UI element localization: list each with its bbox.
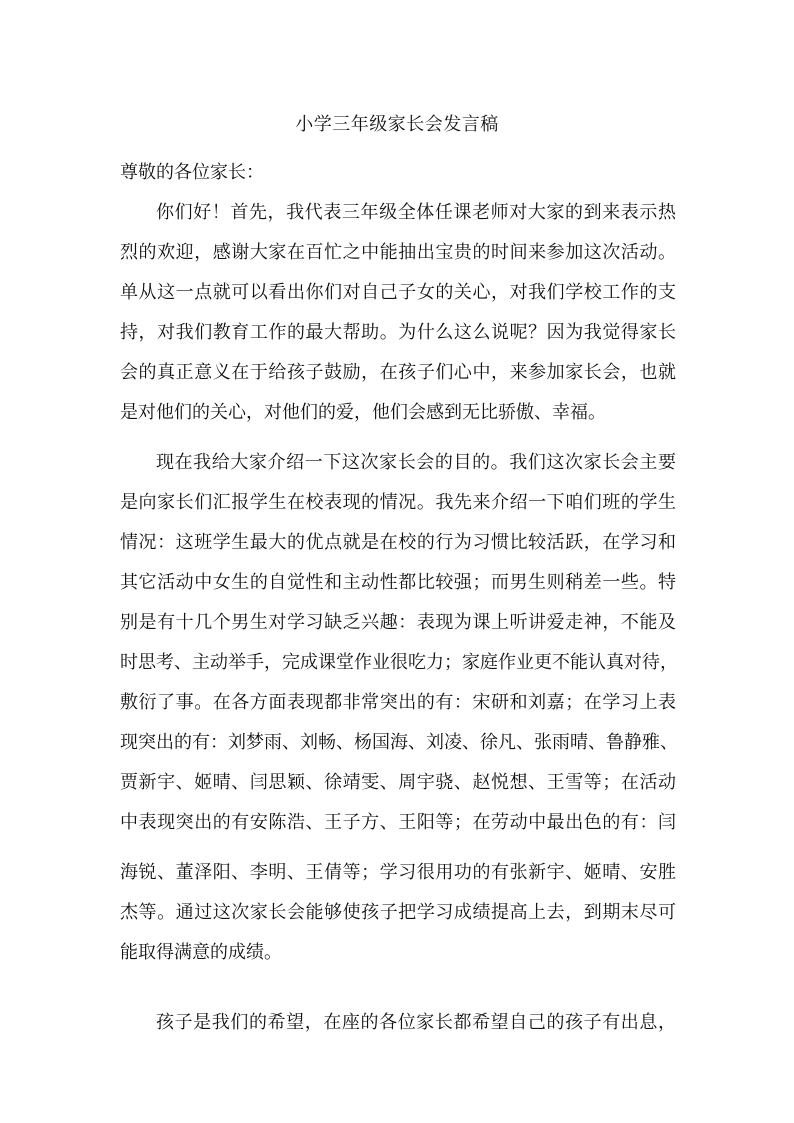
paragraph-2-line-2: 是向家长们汇报学生在校表现的情况。我先来介绍一下咱们班的学生 [120, 492, 676, 513]
paragraph-2-line-8: 现突出的有：刘梦雨、刘畅、杨国海、刘凌、徐凡、张雨晴、鲁静雅、 [120, 732, 678, 753]
paragraph-2-line-10: 中表现突出的有安陈浩、王子方、王阳等；在劳动中最出色的有：闫 [120, 812, 676, 833]
paragraph-1-line-2: 烈的欢迎，感谢大家在百忙之中能抽出宝贵的时间来参加这次活动。 [120, 242, 676, 263]
paragraph-2-line-9: 贾新宇、姬晴、闫思颖、徐靖雯、周宇骁、赵悦想、王雪等；在活动 [120, 772, 676, 793]
document-title: 小学三年级家长会发言稿 [295, 114, 499, 135]
paragraph-2-line-4: 其它活动中女生的自觉性和主动性都比较强；而男生则稍差一些。特 [120, 572, 676, 593]
paragraph-2-line-12: 杰等。通过这次家长会能够使孩子把学习成绩提高上去，到期末尽可 [120, 902, 676, 923]
paragraph-2-line-11: 海锐、董泽阳、李明、王倩等；学习很用功的有张新宇、姬晴、安胜 [120, 862, 676, 883]
paragraph-2-line-13: 能取得满意的成绩。 [120, 942, 282, 963]
paragraph-1-line-5: 会的真正意义在于给孩子鼓励，在孩子们心中，来参加家长会，也就 [120, 362, 676, 383]
paragraph-2-line-5: 别是有十几个男生对学习缺乏兴趣：表现为课上听讲爱走神，不能及 [120, 612, 676, 633]
paragraph-1-line-6: 是对他们的关心，对他们的爱，他们会感到无比骄傲、幸福。 [120, 402, 606, 423]
paragraph-1-line-3: 单从这一点就可以看出你们对自己子女的关心，对我们学校工作的支 [120, 282, 676, 303]
paragraph-1-line-4: 持，对我们教育工作的最大帮助。为什么这么说呢？因为我觉得家长 [120, 322, 676, 343]
salutation: 尊敬的各位家长： [120, 162, 264, 183]
paragraph-2-line-1: 现在我给大家介绍一下这次家长会的目的。我们这次家长会主要 [156, 452, 676, 473]
paragraph-2-line-3: 情况：这班学生最大的优点就是在校的行为习惯比较活跃，在学习和 [120, 532, 676, 553]
paragraph-2-line-6: 时思考、主动举手，完成课堂作业很吃力；家庭作业更不能认真对待， [120, 652, 678, 673]
paragraph-1-line-1: 你们好！首先，我代表三年级全体任课老师对大家的到来表示热 [156, 202, 676, 223]
paragraph-3-line-1: 孩子是我们的希望，在座的各位家长都希望自己的孩子有出息， [156, 1012, 676, 1033]
paragraph-2-line-7: 敷衍了事。在各方面表现都非常突出的有：宋研和刘嘉；在学习上表 [120, 692, 676, 713]
